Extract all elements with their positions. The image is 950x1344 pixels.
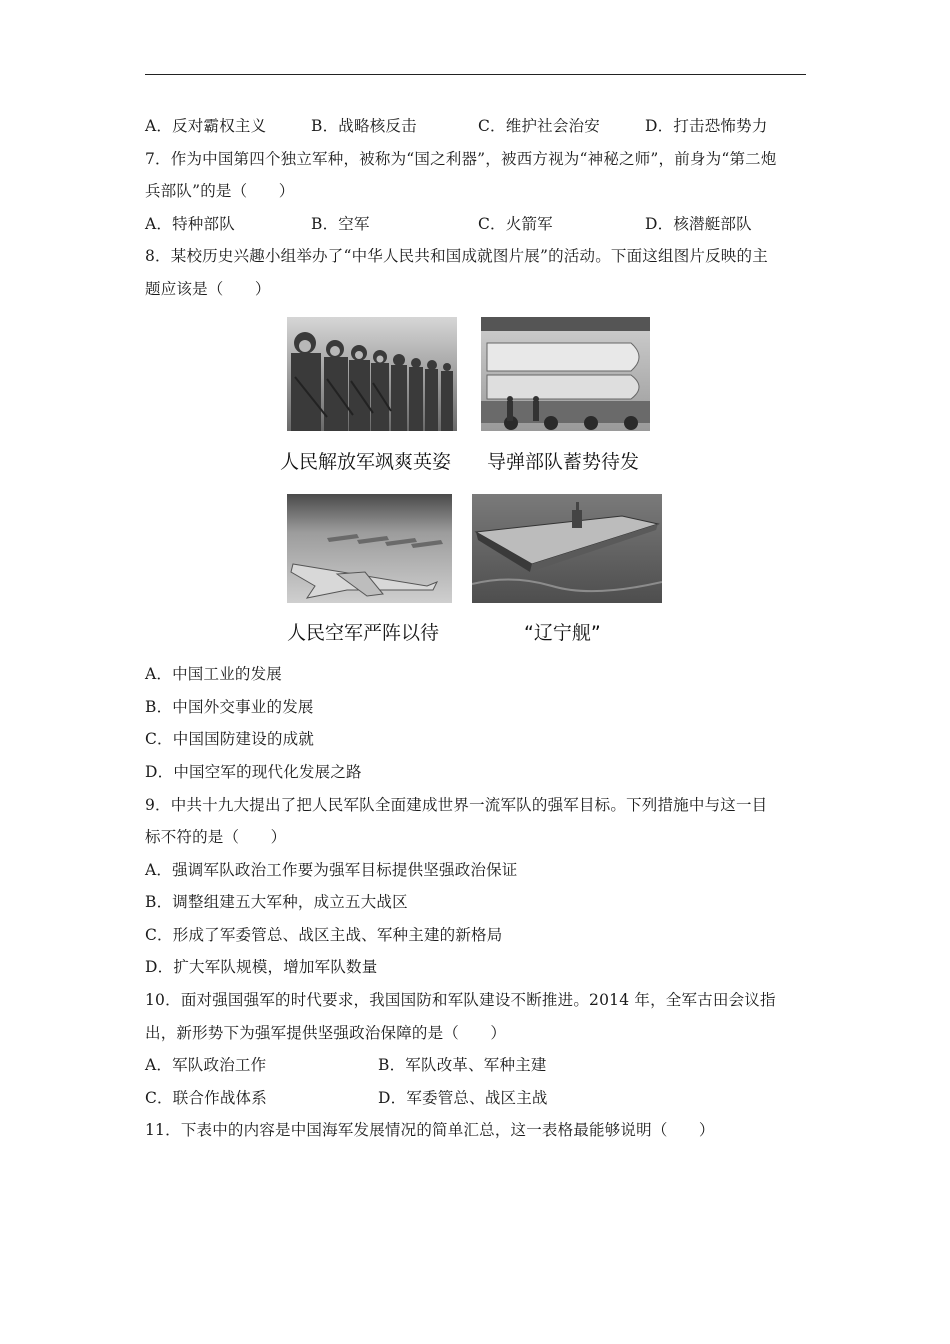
q11-stem-line1: 11．下表中的内容是中国海军发展情况的简单汇总，这一表格最能够说明（ ） — [145, 1121, 715, 1139]
q10-option-b[interactable]: B．军队改革、军种主建 — [378, 1056, 547, 1074]
q10-stem-line1: 10．面对强国强军的时代要求，我国国防和军队建设不断推进。2014 年，全军古田会议指 — [145, 991, 776, 1009]
q9-option-c[interactable]: C．形成了军委管总、战区主战、军种主建的新格局 — [145, 926, 503, 944]
q6-option-c[interactable]: C．维护社会治安 — [478, 117, 600, 135]
air-force-jets-photo — [287, 494, 452, 603]
q6-option-d[interactable]: D．打击恐怖势力 — [645, 117, 768, 135]
q8-option-a[interactable]: A．中国工业的发展 — [145, 665, 282, 683]
air-force-caption: 人民空军严阵以待 — [287, 622, 440, 644]
pla-soldiers-caption: 人民解放军飒爽英姿 — [280, 451, 452, 473]
q9-option-b[interactable]: B．调整组建五大军种，成立五大战区 — [145, 893, 408, 911]
q8-option-d[interactable]: D．中国空军的现代化发展之路 — [145, 763, 362, 781]
q7-stem-line2: 兵部队”的是（ ） — [145, 182, 295, 200]
q7-option-c[interactable]: C．火箭军 — [478, 215, 553, 233]
q7-option-d[interactable]: D．核潜艇部队 — [645, 215, 752, 233]
q10-option-c[interactable]: C．联合作战体系 — [145, 1089, 267, 1107]
missile-unit-caption: 导弹部队蓄势待发 — [487, 451, 640, 473]
q7-option-b[interactable]: B．空军 — [311, 215, 370, 233]
q8-option-b[interactable]: B．中国外交事业的发展 — [145, 698, 314, 716]
q6-option-a[interactable]: A．反对霸权主义 — [145, 117, 267, 135]
q8-stem-line1: 8．某校历史兴趣小组举办了“中华人民共和国成就图片展”的活动。下面这组图片反映的主 — [145, 247, 768, 265]
pla-soldiers-photo — [287, 317, 457, 431]
header-rule — [145, 74, 806, 75]
liaoning-caption: “辽宁舰” — [524, 622, 601, 644]
missile-unit-photo — [481, 317, 650, 431]
q10-stem-line2: 出，新形势下为强军提供坚强政治保障的是（ ） — [145, 1024, 507, 1042]
q9-option-d[interactable]: D．扩大军队规模，增加军队数量 — [145, 958, 378, 976]
q9-stem-line1: 9．中共十九大提出了把人民军队全面建成世界一流军队的强军目标。下列措施中与这一目 — [145, 796, 768, 814]
q10-option-d[interactable]: D．军委管总、战区主战 — [378, 1089, 548, 1107]
q6-option-b[interactable]: B．战略核反击 — [311, 117, 417, 135]
q8-stem-line2: 题应该是（ ） — [145, 280, 271, 298]
liaoning-carrier-photo — [472, 494, 662, 603]
q7-option-a[interactable]: A．特种部队 — [145, 215, 235, 233]
q9-stem-line2: 标不符的是（ ） — [145, 828, 287, 846]
q10-option-a[interactable]: A．军队政治工作 — [145, 1056, 267, 1074]
q9-option-a[interactable]: A．强调军队政治工作要为强军目标提供坚强政治保证 — [145, 861, 518, 879]
q8-option-c[interactable]: C．中国国防建设的成就 — [145, 730, 315, 748]
q7-stem-line1: 7．作为中国第四个独立军种，被称为“国之利器”，被西方视为“神秘之师”，前身为“第二炮 — [145, 150, 777, 168]
